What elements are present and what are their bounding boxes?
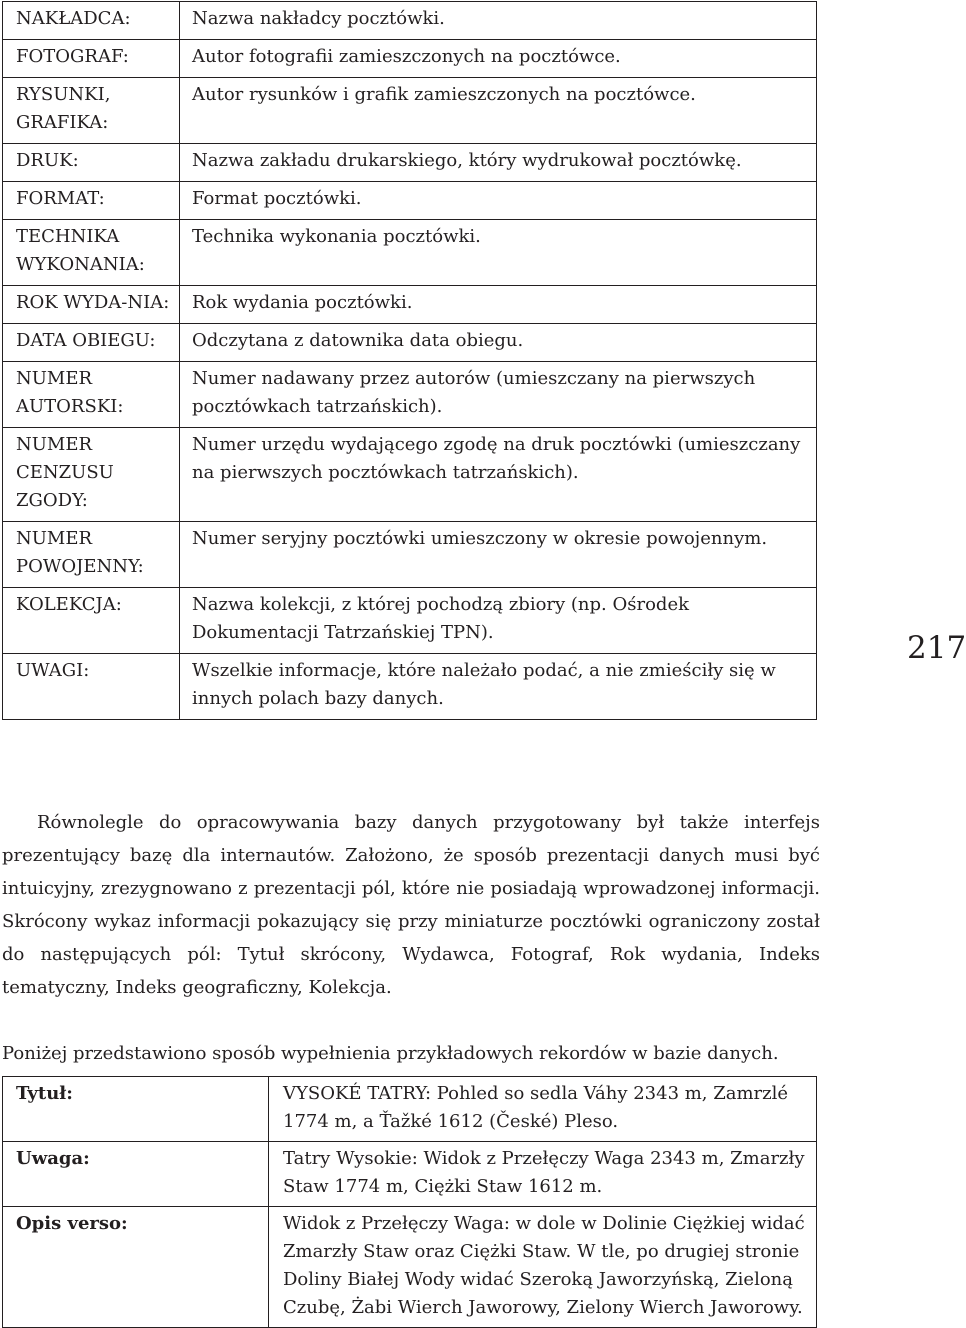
field-label: FORMAT: xyxy=(3,182,180,220)
record-field-value: Tatry Wysokie: Widok z Przełęczy Waga 2343 m, Zmarzły Staw 1774 m, Ciężki Staw 1612 m. xyxy=(269,1142,817,1207)
table-row xyxy=(3,522,817,588)
fields-description-table xyxy=(2,1,817,720)
field-description: Nazwa zakładu drukarskiego, który wydrukował pocztówkę. xyxy=(180,144,817,182)
record-field-label: Uwaga: xyxy=(3,1142,269,1207)
page-number: 217 xyxy=(907,630,966,666)
table-row xyxy=(3,654,817,720)
field-description: Format pocztówki. xyxy=(180,182,817,220)
table-row xyxy=(3,2,817,40)
record-field-value: VYSOKÉ TATRY: Pohled so sedla Váhy 2343 m, Zamrzlé 1774 m, a Ťažké 1612 (České) Pleso. xyxy=(269,1077,817,1142)
table-row xyxy=(3,144,817,182)
field-description: Wszelkie informacje, które należało podać, a nie zmieściły się w innych polach bazy danych. xyxy=(180,654,817,720)
field-description: Autor fotografii zamieszczonych na pocztówce. xyxy=(180,40,817,78)
field-label: FOTOGRAF: xyxy=(3,40,180,78)
body-paragraph: Poniżej przedstawiono sposób wypełnienia przykładowych rekordów w bazie danych. xyxy=(2,1043,779,1064)
field-label: UWAGI: xyxy=(3,654,180,720)
field-label: RYSUNKI, GRAFIKA: xyxy=(3,78,180,144)
record-field-label: Opis verso: xyxy=(3,1207,269,1328)
field-description: Numer urzędu wydającego zgodę na druk pocztówki (umieszczany na pierwszych pocztówkach tatrzańskich). xyxy=(180,428,817,522)
example-record-table xyxy=(2,1076,817,1328)
record-field-value: Widok z Przełęczy Waga: w dole w Dolinie Ciężkiej widać Zmarzły Staw oraz Ciężki Staw. W tle, po drugiej stronie Doliny Białej Wody widać Szeroką Jaworzyńską, Zieloną Czubę, Żabi Wierch Jaworowy, Zielony Wierch Jaworowy. xyxy=(269,1207,817,1328)
field-label: KOLEKCJA: xyxy=(3,588,180,654)
field-label: NUMER POWOJENNY: xyxy=(3,522,180,588)
table-row xyxy=(3,78,817,144)
table-row xyxy=(3,362,817,428)
field-description: Technika wykonania pocztówki. xyxy=(180,220,817,286)
table-row xyxy=(3,286,817,324)
field-label: DATA OBIEGU: xyxy=(3,324,180,362)
field-description: Nazwa kolekcji, z której pochodzą zbiory (np. Ośrodek Dokumentacji Tatrzańskiej TPN). xyxy=(180,588,817,654)
table-row xyxy=(3,1207,817,1328)
field-label: NAKŁADCA: xyxy=(3,2,180,40)
field-description: Rok wydania pocztówki. xyxy=(180,286,817,324)
table-row xyxy=(3,40,817,78)
field-description: Numer seryjny pocztówki umieszczony w okresie powojennym. xyxy=(180,522,817,588)
field-label: ROK WYDA-NIA: xyxy=(3,286,180,324)
field-label: TECHNIKA WYKONANIA: xyxy=(3,220,180,286)
table-row xyxy=(3,588,817,654)
table-row xyxy=(3,428,817,522)
table-row xyxy=(3,182,817,220)
record-field-label: Tytuł: xyxy=(3,1077,269,1142)
field-label: NUMER AUTORSKI: xyxy=(3,362,180,428)
field-label: NUMER CENZUSU ZGODY: xyxy=(3,428,180,522)
body-paragraph: Równolegle do opracowywania bazy danych przygotowany był także interfejs prezentujący bazę dla internautów. Założono, że sposób prezentacji danych musi być intuicyjny, zrezygnowano z prezentacji pól, które nie posiadają wprowadzonej informacji. Skrócony wykaz informacji pokazujący się przy miniaturze pocztówki ograniczony został do następujących pól: Tytuł skrócony, Wydawca, Fotograf, Rok wydania, Indeks tematyczny, Indeks geograficzny, Kolekcja. xyxy=(2,812,820,998)
table-row xyxy=(3,324,817,362)
field-description: Numer nadawany przez autorów (umieszczany na pierwszych pocztówkach tatrzańskich). xyxy=(180,362,817,428)
field-description: Nazwa nakładcy pocztówki. xyxy=(180,2,817,40)
table-row xyxy=(3,220,817,286)
field-description: Odczytana z datownika data obiegu. xyxy=(180,324,817,362)
field-description: Autor rysunków i grafik zamieszczonych na pocztówce. xyxy=(180,78,817,144)
table-row xyxy=(3,1077,817,1142)
field-label: DRUK: xyxy=(3,144,180,182)
table-row xyxy=(3,1142,817,1207)
